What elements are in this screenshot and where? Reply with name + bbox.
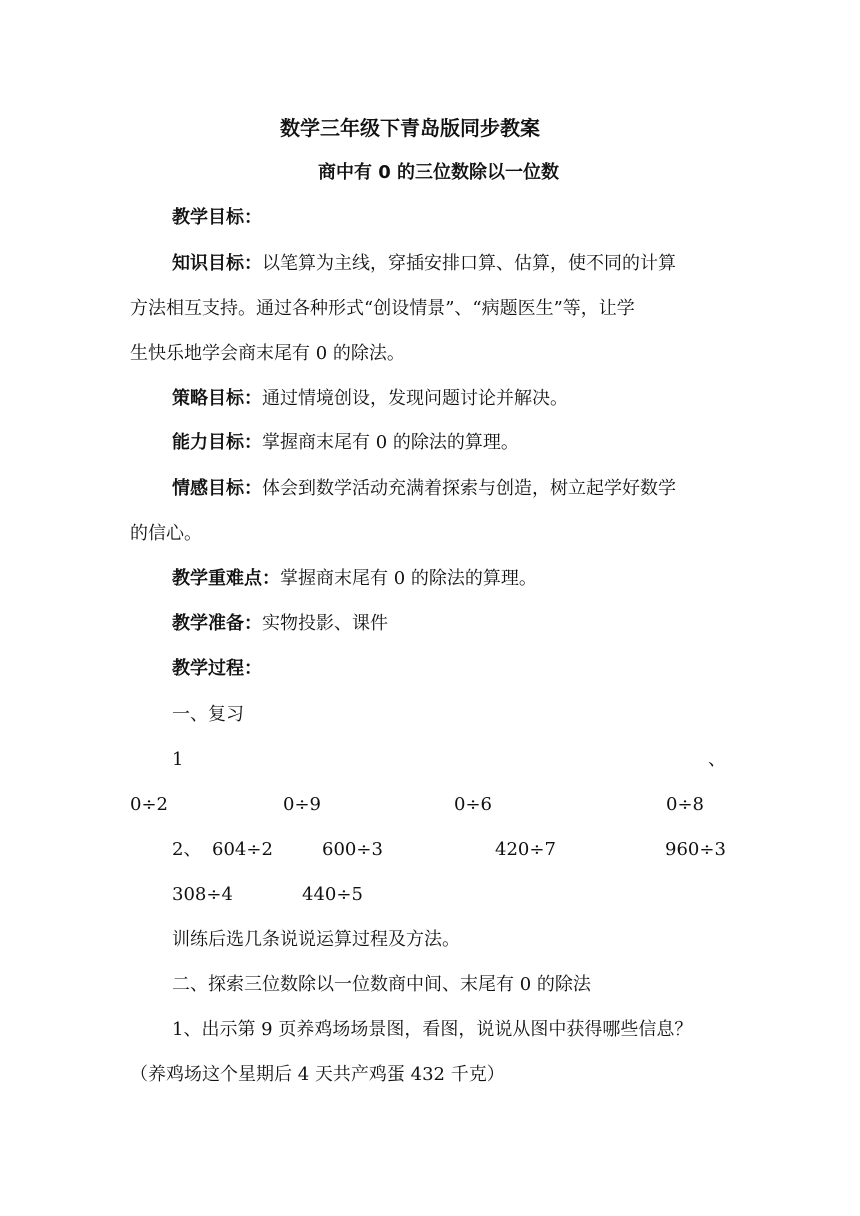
keypoint-text: 掌握商末尾有 0 的除法的算理。 — [280, 568, 537, 589]
review1-item: 0÷8 — [666, 794, 704, 815]
strategy-goal — [172, 386, 568, 412]
emotion-goal-line-2: 的信心。 — [130, 523, 202, 544]
review2-number: 2、 — [172, 839, 202, 860]
strategy-goal-label: 策略目标： — [172, 388, 262, 409]
ability-goal — [172, 430, 519, 456]
teaching-prep-label: 教学准备： — [172, 613, 262, 634]
review1-item: 0÷2 — [130, 794, 168, 815]
review1-separator: 、 — [708, 749, 726, 770]
review2-item: 960÷3 — [665, 839, 726, 860]
review2-item: 600÷3 — [322, 839, 383, 860]
knowledge-goal-line-2: 方法相互支持。通过各种形式“创设情景”、“病题医生”等，让学 — [130, 298, 635, 319]
keypoint-label: 教学重难点： — [172, 568, 280, 589]
explore-step-1-answer: （养鸡场这个星期后 4 天共产鸡蛋 432 千克） — [130, 1064, 505, 1085]
knowledge-goal-label: 知识目标： — [172, 253, 262, 274]
teaching-prep — [172, 611, 388, 637]
emotion-goal-text: 体会到数学活动充满着探索与创造，树立起学好数学 — [262, 478, 676, 499]
review1-item: 0÷9 — [283, 794, 321, 815]
process-heading: 教学过程： — [172, 658, 262, 679]
section-explore-heading: 二、探索三位数除以一位数商中间、末尾有 0 的除法 — [172, 974, 591, 995]
teaching-prep-text: 实物投影、课件 — [262, 613, 388, 634]
review1-item: 0÷6 — [454, 794, 492, 815]
ability-goal-label: 能力目标： — [172, 432, 262, 453]
document-title: 数学三年级下青岛版同步教案 — [280, 116, 540, 140]
emotion-goal-label: 情感目标： — [172, 478, 262, 499]
section-review-heading: 一、复习 — [172, 704, 244, 725]
explore-step-1: 1、出示第 9 页养鸡场场景图，看图，说说从图中获得哪些信息？ — [172, 1019, 693, 1040]
knowledge-goal-line-3: 生快乐地学会商末尾有 0 的除法。 — [130, 343, 405, 364]
emotion-goal-line-1 — [172, 476, 676, 502]
review2-item: 440÷5 — [302, 884, 363, 905]
review1-number: 1 — [172, 749, 184, 770]
review2-item: 604÷2 — [212, 839, 273, 860]
goals-heading: 教学目标： — [172, 207, 262, 228]
keypoint — [172, 566, 537, 592]
document-subtitle: 商中有 0 的三位数除以一位数 — [318, 162, 560, 183]
ability-goal-text: 掌握商末尾有 0 的除法的算理。 — [262, 432, 519, 453]
strategy-goal-text: 通过情境创设，发现问题讨论并解决。 — [262, 388, 568, 409]
review2-item: 420÷7 — [495, 839, 556, 860]
knowledge-goal-line-1 — [172, 251, 676, 277]
knowledge-goal-text: 以笔算为主线，穿插安排口算、估算，使不同的计算 — [262, 253, 676, 274]
review2-item: 308÷4 — [172, 884, 233, 905]
after-training-note: 训练后选几条说说运算过程及方法。 — [172, 929, 460, 950]
